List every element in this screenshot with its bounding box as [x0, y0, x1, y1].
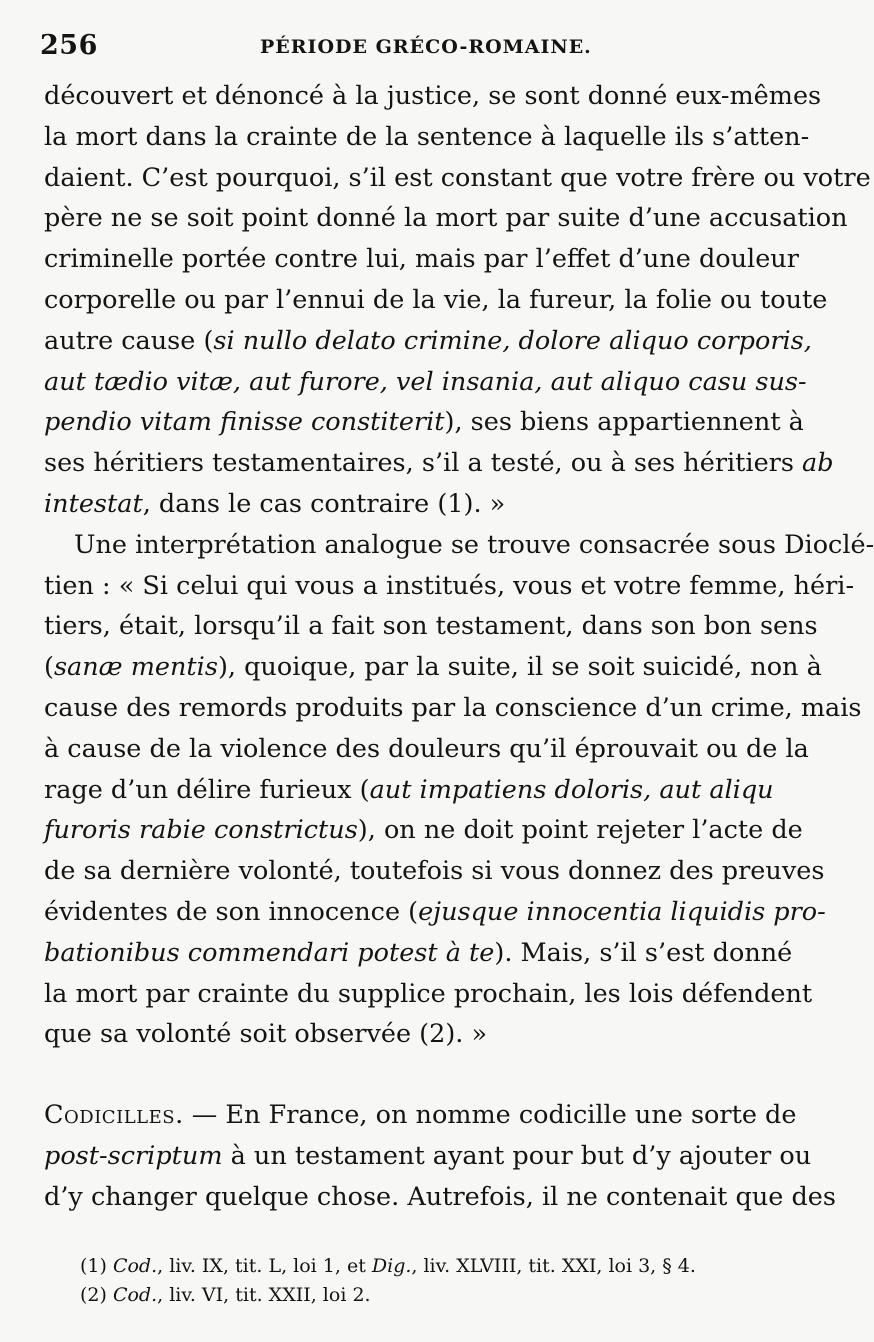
section-start: Codicilles. — En France, on nomme codicille une sorte de [44, 1100, 797, 1131]
text-line: post-scriptum à un testament ayant pour but d’y ajouter ou [44, 1140, 812, 1171]
footnote: (2) Cod., liv. VI, tit. XXII, loi 2. [80, 1284, 371, 1306]
text-line: à cause de la violence des douleurs qu’il éprouvait ou de la [44, 733, 809, 764]
running-title: PÉRIODE GRÉCO-ROMAINE. [260, 36, 592, 58]
text-line: corporelle ou par l’ennui de la vie, la fureur, la folie ou toute [44, 284, 828, 315]
paragraph-start: Une interprétation analogue se trouve consacrée sous Dioclé- [74, 529, 874, 560]
text-line: de sa dernière volonté, toutefois si vous donnez des preuves [44, 856, 825, 887]
section-gap [44, 1055, 760, 1095]
text-line: tien : « Si celui qui vous a institués, vous et votre femme, héri- [44, 570, 855, 601]
text-line: rage d’un délire furieux (aut impatiens doloris, aut aliqu [44, 774, 774, 805]
latin-quote: furoris rabie constrictus [44, 815, 358, 846]
text-line: pendio vitam finisse constiterit), ses biens appartiennent à [44, 407, 804, 438]
latin-term: ab [802, 448, 834, 479]
section-heading: Codicilles. [44, 1100, 184, 1131]
text-line: d’y changer quelque chose. Autrefois, il ne contenait que des [44, 1181, 836, 1212]
text-line: (sanæ mentis), quoique, par la suite, il se soit suicidé, non à [44, 652, 822, 683]
text-line: bationibus commendari potest à te). Mais, s’il s’est donné [44, 937, 793, 968]
text-line: criminelle portée contre lui, mais par l’effet d’une douleur [44, 244, 799, 275]
body-text [44, 76, 874, 1218]
text-line [44, 362, 807, 403]
text-line: père ne se soit point donné la mort par suite d’une accusation [44, 203, 848, 234]
latin-quote: bationibus commendari potest à te [44, 937, 495, 968]
text-line: autre cause (si nullo delato crimine, dolore aliquo corporis, [44, 325, 812, 356]
text-line: la mort par crainte du supplice prochain, les lois défendent [44, 978, 813, 1009]
footnotes [80, 1252, 760, 1310]
text-line: daient. C’est pourquoi, s’il est constant que votre frère ou votre [44, 162, 871, 193]
latin-term: post-scriptum [44, 1140, 223, 1171]
text-line: la mort dans la crainte de la sentence à laquelle ils s’atten- [44, 121, 810, 152]
text-line: furoris rabie constrictus), on ne doit point rejeter l’acte de [44, 815, 803, 846]
text-line: découvert et dénoncé à la justice, se sont donné eux-mêmes [44, 81, 822, 111]
latin-quote: si nullo delato crimine, dolore aliquo corporis, [213, 325, 812, 356]
text-line: évidentes de son innocence (ejusque innocentia liquidis pro- [44, 896, 826, 927]
page-header [40, 30, 760, 70]
latin-quote: aut impatiens doloris, aut aliqu [369, 774, 774, 805]
text-line: cause des remords produits par la conscience d’un crime, mais [44, 692, 862, 723]
latin-quote: aut tædio vitæ, aut furore, vel insania, aut aliquo casu sus- [44, 366, 807, 397]
text-line: ses héritiers testamentaires, s’il a testé, ou à ses héritiers ab [44, 448, 834, 479]
latin-term: intestat [44, 488, 143, 519]
page-number: 256 [40, 30, 98, 61]
latin-quote: pendio vitam finisse constiterit [44, 407, 445, 438]
latin-term: sanæ mentis [53, 652, 218, 683]
latin-quote: ejusque innocentia liquidis pro- [418, 896, 826, 927]
text-line: intestat, dans le cas contraire (1). » [44, 488, 506, 519]
text-line: tiers, était, lorsqu’il a fait son testament, dans son bon sens [44, 611, 818, 642]
footnote: (1) Cod., liv. IX, tit. L, loi 1, et Dig., liv. XLVIII, tit. XXI, loi 3, § 4. [80, 1255, 696, 1277]
text-line: que sa volonté soit observée (2). » [44, 1019, 488, 1050]
